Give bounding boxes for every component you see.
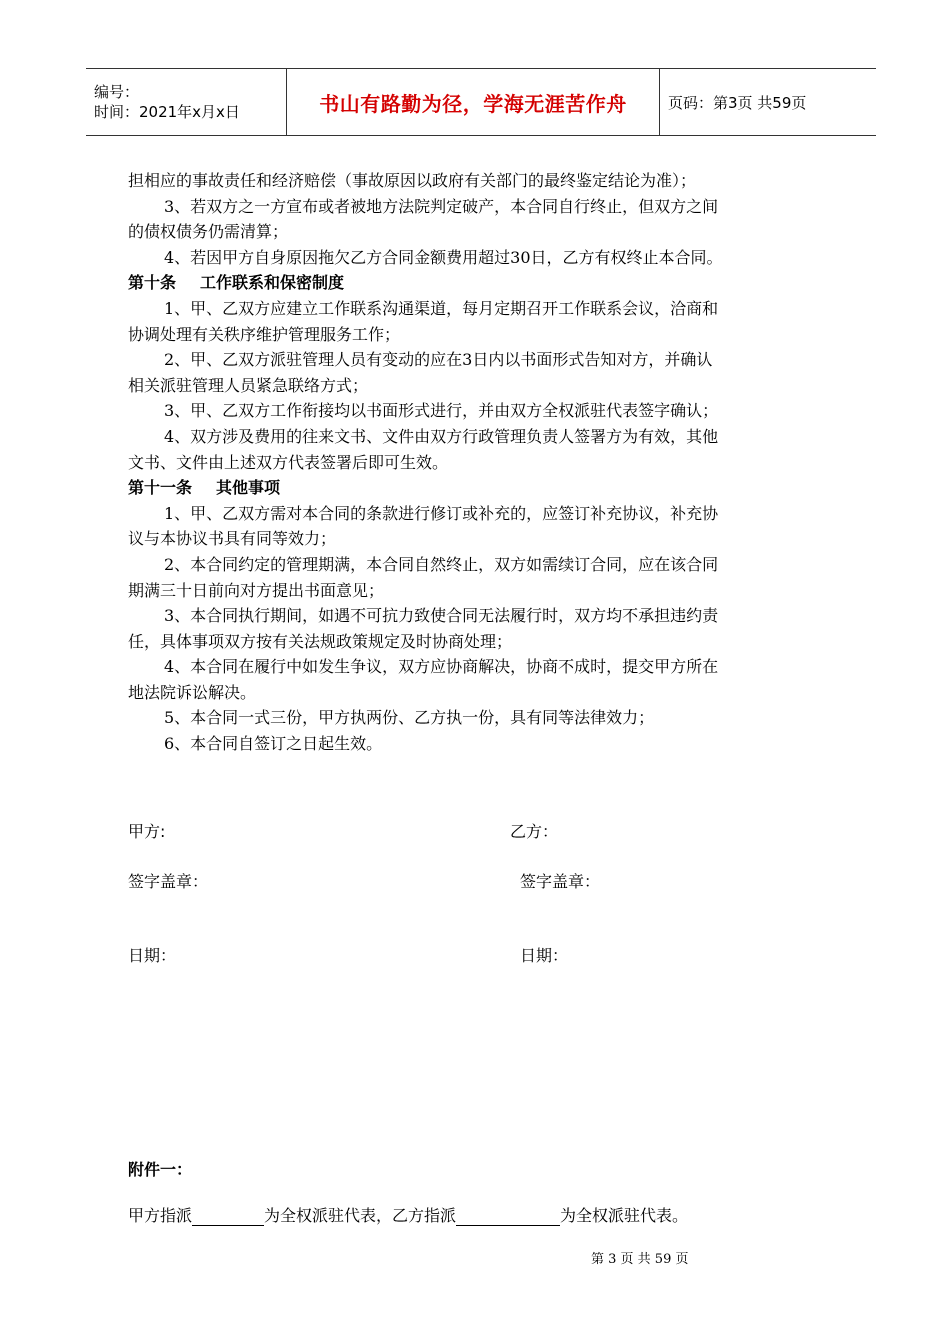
document-header: [86, 68, 876, 136]
body-line: 5、本合同一式三份，甲方执两份、乙方执一份，具有同等法律效力；: [164, 708, 655, 728]
party-a-seal-label: 签字盖章：: [128, 872, 209, 891]
article-number: 第十条: [128, 273, 177, 293]
body-line: 2、本合同约定的管理期满，本合同自然终止，双方如需续订合同，应在该合同: [164, 554, 719, 574]
appointment-text: 为全权派驻代表，乙方指派: [264, 1206, 457, 1225]
article-number: 第十一条: [128, 478, 193, 498]
annex-title: 附件一：: [128, 1160, 193, 1179]
party-b-label: 乙方：: [510, 822, 559, 841]
body-line: 议与本协议书具有同等效力；: [128, 529, 337, 549]
time-label: 时间：2021年x月x日: [94, 103, 240, 121]
body-line: 相关派驻管理人员紧急联络方式；: [128, 375, 369, 395]
body-line: 期满三十日前向对方提出书面意见；: [128, 580, 385, 600]
article-11-heading: [128, 475, 832, 501]
body-line: 2、甲、乙双方派驻管理人员有变动的应在3日内以书面形式告知对方，并确认: [164, 350, 713, 370]
article-title: 工作联系和保密制度: [200, 273, 345, 293]
body-line: 3、若双方之一方宣布或者被地方法院判定破产，本合同自行终止，但双方之间: [164, 196, 719, 216]
party-a-date-label: 日期：: [128, 946, 177, 965]
body-line: 担相应的事故责任和经济赔偿（事故原因以政府有关部门的最终鉴定结论为准）；: [128, 171, 697, 190]
party-b-representative-blank[interactable]: [456, 1207, 560, 1226]
body-line: 文书、文件由上述双方代表签署后即可生效。: [128, 452, 449, 472]
page-label: 页码：第3页 共59页: [668, 93, 807, 112]
motto-text: 书山有路勤为径，学海无涯苦作舟: [319, 91, 627, 116]
header-page-cell: [660, 69, 876, 135]
article-title: 其他事项: [216, 478, 281, 498]
appointment-text: 甲方指派: [128, 1206, 193, 1225]
appointment-text: 为全权派驻代表。: [560, 1206, 689, 1225]
body-line: 的债权债务仍需清算；: [128, 222, 289, 242]
body-line: 4、本合同在履行中如发生争议，双方应协商解决，协商不成时，提交甲方所在: [164, 657, 719, 677]
body-line: 4、若因甲方自身原因拖欠乙方合同金额费用超过30日，乙方有权终止本合同。: [164, 247, 723, 267]
article-10-heading: [128, 270, 832, 296]
body-line: 任，具体事项双方按有关法规政策规定及时协商处理；: [128, 631, 513, 651]
body-line: 1、甲、乙双方需对本合同的条款进行修订或补充的，应签订补充协议，补充协: [164, 503, 719, 523]
header-motto-cell: [286, 69, 660, 135]
party-b-seal-label: 签字盖章：: [520, 872, 601, 891]
party-b-date-label: 日期：: [520, 946, 569, 965]
party-a-label: 甲方:: [128, 822, 166, 841]
page-footer: 第 3 页 共 59 页: [591, 1252, 689, 1267]
body-line: 6、本合同自签订之日起生效。: [164, 734, 383, 754]
body-line: 协调处理有关秩序维护管理服务工作；: [128, 324, 401, 344]
party-a-representative-blank[interactable]: [192, 1207, 264, 1226]
body-line: 4、双方涉及费用的往来文书、文件由双方行政管理负责人签署方为有效，其他: [164, 426, 719, 446]
body-line: 3、甲、乙双方工作衔接均以书面形式进行，并由双方全权派驻代表签字确认；: [164, 401, 719, 421]
body-line: 1、甲、乙双方应建立工作联系沟通渠道，每月定期召开工作联系会议，洽商和: [164, 298, 719, 318]
contract-body: [128, 168, 832, 757]
body-line: 地法院诉讼解决。: [128, 682, 257, 702]
header-meta: [86, 69, 286, 135]
annex-appointment-line: [128, 1203, 688, 1226]
number-label: 编号：: [94, 83, 140, 101]
body-line: 3、本合同执行期间，如遇不可抗力致使合同无法履行时，双方均不承担违约责: [164, 606, 719, 626]
